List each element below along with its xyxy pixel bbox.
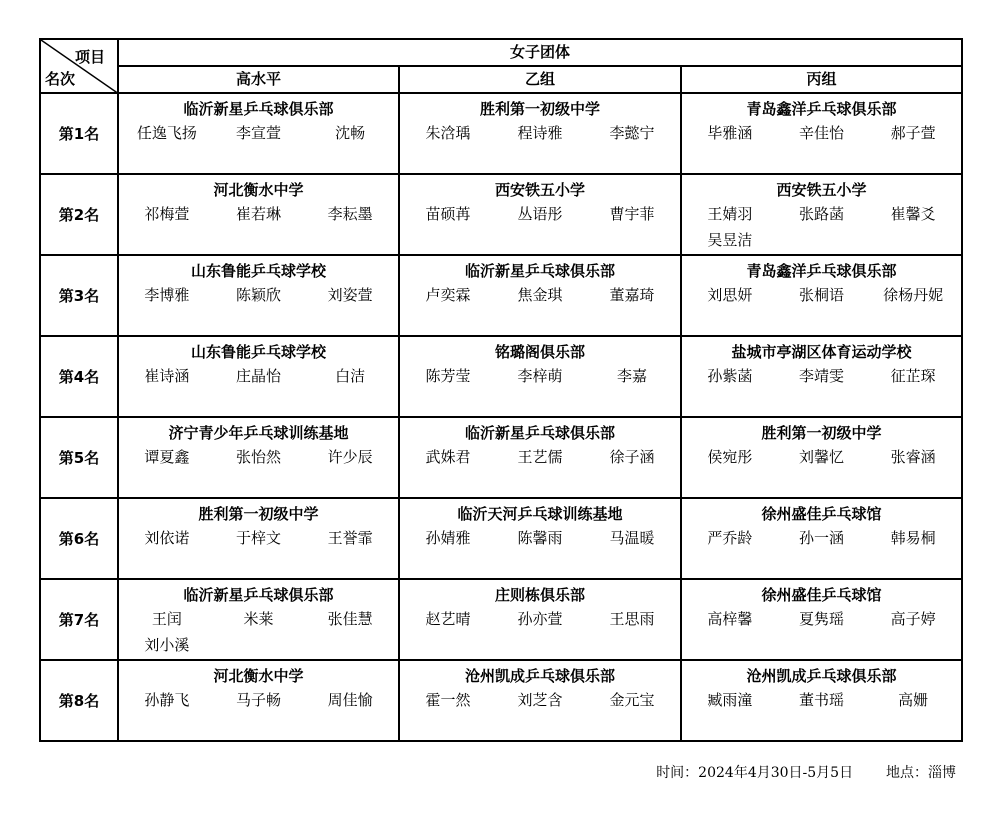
rank-row	[40, 336, 962, 417]
player-list	[400, 120, 680, 146]
result-cell	[681, 579, 962, 660]
player-name: 马子畅	[235, 691, 281, 709]
team-name: 西安铁五小学	[494, 181, 585, 199]
player-list	[682, 363, 961, 389]
player-name: 张怡然	[235, 448, 281, 466]
player-list	[682, 606, 961, 632]
result-cell	[399, 498, 681, 579]
team-name: 临沂新星乒乓球俱乐部	[464, 424, 615, 442]
player-name: 金元宝	[609, 691, 655, 709]
player-name: 刘思妍	[707, 286, 753, 304]
result-cell	[399, 417, 681, 498]
rank-label: 第4名	[40, 336, 118, 417]
player-list	[119, 201, 398, 227]
team-name: 山东鲁能乒乓球学校	[190, 262, 326, 280]
result-cell	[118, 93, 399, 174]
footer-info	[656, 762, 956, 782]
player-name: 王闰	[151, 610, 182, 628]
player-name: 马温暖	[609, 529, 655, 547]
player-name: 臧雨潼	[707, 691, 753, 709]
team-name: 济宁青少年乒乓球训练基地	[168, 424, 349, 442]
rank-row	[40, 498, 962, 579]
player-name: 董嘉琦	[609, 286, 655, 304]
corner-rank-label: 名次	[45, 70, 76, 88]
player-name: 崔馨爻	[890, 205, 936, 223]
rank-label: 第1名	[40, 93, 118, 174]
player-name: 张路菡	[798, 205, 844, 223]
result-cell	[399, 255, 681, 336]
team-name: 临沂天河乒乓球训练基地	[457, 505, 623, 523]
team-name: 沧州凯成乒乓球俱乐部	[746, 667, 897, 685]
player-name: 李宣萱	[235, 124, 281, 142]
player-list	[682, 525, 961, 551]
player-list	[400, 282, 680, 308]
team-name: 徐州盛佳乒乓球馆	[761, 505, 882, 523]
player-name: 孙紫菡	[707, 367, 753, 385]
team-name: 临沂新星乒乓球俱乐部	[183, 100, 334, 118]
player-name: 苗硕苒	[425, 205, 471, 223]
player-name: 徐子涵	[609, 448, 655, 466]
player-list	[400, 444, 680, 470]
team-name: 胜利第一初级中学	[198, 505, 319, 523]
player-name: 李耘墨	[327, 205, 373, 223]
footer-time: 时间：2024年4月30日-5月5日	[656, 765, 854, 781]
player-list	[400, 201, 680, 227]
player-name: 张佳慧	[327, 610, 373, 628]
rank-row	[40, 174, 962, 255]
player-list	[400, 687, 680, 713]
result-cell	[399, 336, 681, 417]
player-name: 于梓文	[235, 529, 281, 547]
result-cell	[399, 93, 681, 174]
player-name: 李博雅	[144, 286, 190, 304]
player-name: 李懿宁	[609, 124, 655, 142]
player-name: 孙一涵	[798, 529, 844, 547]
team-name: 青岛鑫洋乒乓球俱乐部	[746, 262, 897, 280]
player-name: 王思雨	[609, 610, 655, 628]
player-name: 卢奕霖	[425, 286, 471, 304]
player-name: 刘姿萱	[327, 286, 373, 304]
player-name: 米莱	[243, 610, 274, 628]
player-name: 高梓馨	[707, 610, 753, 628]
player-name: 祁梅萱	[144, 205, 190, 223]
results-table	[39, 38, 963, 742]
rank-label: 第2名	[40, 174, 118, 255]
player-list	[119, 120, 398, 146]
player-name: 沈畅	[335, 124, 366, 142]
rank-label: 第6名	[40, 498, 118, 579]
player-list	[119, 525, 398, 551]
player-list	[119, 282, 398, 308]
player-name: 任逸飞扬	[136, 124, 197, 142]
player-name: 赵艺晴	[425, 610, 471, 628]
result-cell	[118, 336, 399, 417]
player-name: 焦金琪	[517, 286, 563, 304]
result-cell	[681, 498, 962, 579]
result-cell	[681, 174, 962, 255]
team-name: 胜利第一初级中学	[761, 424, 882, 442]
player-name: 刘小溪	[144, 636, 190, 654]
team-name: 庄则栋俱乐部	[494, 586, 585, 604]
player-name: 刘芝含	[517, 691, 563, 709]
player-name: 陈颖欣	[235, 286, 281, 304]
rank-label: 第5名	[40, 417, 118, 498]
result-cell	[118, 579, 399, 660]
player-name: 张桐语	[798, 286, 844, 304]
rank-label: 第8名	[40, 660, 118, 741]
player-name: 程诗雅	[517, 124, 563, 142]
player-name: 夏隽瑶	[798, 610, 844, 628]
group-header: 高水平	[118, 66, 399, 93]
player-name: 郝子萱	[890, 124, 936, 142]
team-name: 盐城市亭湖区体育运动学校	[731, 343, 912, 361]
player-name: 陈馨雨	[517, 529, 563, 547]
result-cell	[118, 498, 399, 579]
player-name: 征芷琛	[890, 367, 936, 385]
player-name: 孙亦萱	[517, 610, 563, 628]
team-name: 沧州凯成乒乓球俱乐部	[464, 667, 615, 685]
result-cell	[118, 660, 399, 741]
player-name: 孙婧雅	[425, 529, 471, 547]
player-name: 刘馨忆	[798, 448, 844, 466]
player-name: 丛语彤	[517, 205, 563, 223]
player-name: 刘依诺	[144, 529, 190, 547]
player-name: 王艺儒	[517, 448, 563, 466]
player-name: 张睿涵	[890, 448, 936, 466]
group-header: 丙组	[681, 66, 962, 93]
player-list	[119, 444, 398, 470]
player-name: 李梓萌	[517, 367, 563, 385]
player-name: 孙静飞	[144, 691, 190, 709]
result-cell	[118, 255, 399, 336]
corner-item-label: 项目	[74, 48, 105, 66]
result-cell	[399, 579, 681, 660]
player-list	[400, 525, 680, 551]
player-name: 李嘉	[616, 367, 647, 385]
rank-row	[40, 255, 962, 336]
player-name: 李靖雯	[798, 367, 844, 385]
team-name: 铭璐阁俱乐部	[494, 343, 585, 361]
rank-label: 第7名	[40, 579, 118, 660]
player-name: 庄晶怡	[235, 367, 281, 385]
player-list	[119, 687, 398, 713]
team-name: 青岛鑫洋乒乓球俱乐部	[746, 100, 897, 118]
result-cell	[681, 93, 962, 174]
result-cell	[118, 417, 399, 498]
team-name: 胜利第一初级中学	[479, 100, 600, 118]
team-name: 山东鲁能乒乓球学校	[190, 343, 326, 361]
result-cell	[681, 255, 962, 336]
player-name: 白洁	[335, 367, 366, 385]
player-name: 朱浛瑀	[425, 124, 471, 142]
corner-header-cell	[40, 39, 118, 93]
player-name: 辛佳怡	[798, 124, 844, 142]
player-name: 高子婷	[890, 610, 936, 628]
player-list	[119, 606, 398, 658]
player-list	[119, 363, 398, 389]
player-list	[400, 606, 680, 632]
player-name: 毕雅涵	[707, 124, 753, 142]
player-list	[682, 201, 961, 253]
player-name: 严乔龄	[707, 529, 753, 547]
team-name: 西安铁五小学	[776, 181, 867, 199]
player-name: 王婧羽	[707, 205, 753, 223]
player-name: 王誉霏	[327, 529, 373, 547]
player-name: 韩易桐	[890, 529, 936, 547]
team-name: 河北衡水中学	[213, 181, 304, 199]
result-cell	[681, 660, 962, 741]
player-name: 周佳愉	[327, 691, 373, 709]
player-name: 吴昱洁	[707, 231, 753, 249]
player-list	[682, 282, 961, 308]
result-cell	[118, 174, 399, 255]
rank-row	[40, 93, 962, 174]
player-name: 陈芳莹	[425, 367, 471, 385]
player-name: 霍一然	[425, 691, 471, 709]
group-header: 乙组	[399, 66, 681, 93]
player-name: 许少辰	[327, 448, 373, 466]
player-list	[682, 687, 961, 713]
player-name: 高姗	[898, 691, 929, 709]
event-title: 女子团体	[118, 39, 962, 66]
team-name: 徐州盛佳乒乓球馆	[761, 586, 882, 604]
player-name: 徐杨丹妮	[883, 286, 944, 304]
player-list	[682, 444, 961, 470]
player-list	[682, 120, 961, 146]
rank-label: 第3名	[40, 255, 118, 336]
result-cell	[681, 417, 962, 498]
player-name: 崔若琳	[235, 205, 281, 223]
team-name: 临沂新星乒乓球俱乐部	[464, 262, 615, 280]
rank-row	[40, 417, 962, 498]
team-name: 临沂新星乒乓球俱乐部	[183, 586, 334, 604]
player-name: 武姝君	[425, 448, 471, 466]
rank-row	[40, 660, 962, 741]
team-name: 河北衡水中学	[213, 667, 304, 685]
result-cell	[399, 660, 681, 741]
rank-row	[40, 579, 962, 660]
player-list	[400, 363, 680, 389]
player-name: 崔诗涵	[144, 367, 190, 385]
player-name: 侯宛彤	[707, 448, 753, 466]
result-cell	[681, 336, 962, 417]
footer-place: 地点：淄博	[886, 765, 956, 781]
player-name: 董书瑶	[798, 691, 844, 709]
player-name: 曹宇菲	[609, 205, 655, 223]
player-name: 谭夏鑫	[144, 448, 190, 466]
result-cell	[399, 174, 681, 255]
